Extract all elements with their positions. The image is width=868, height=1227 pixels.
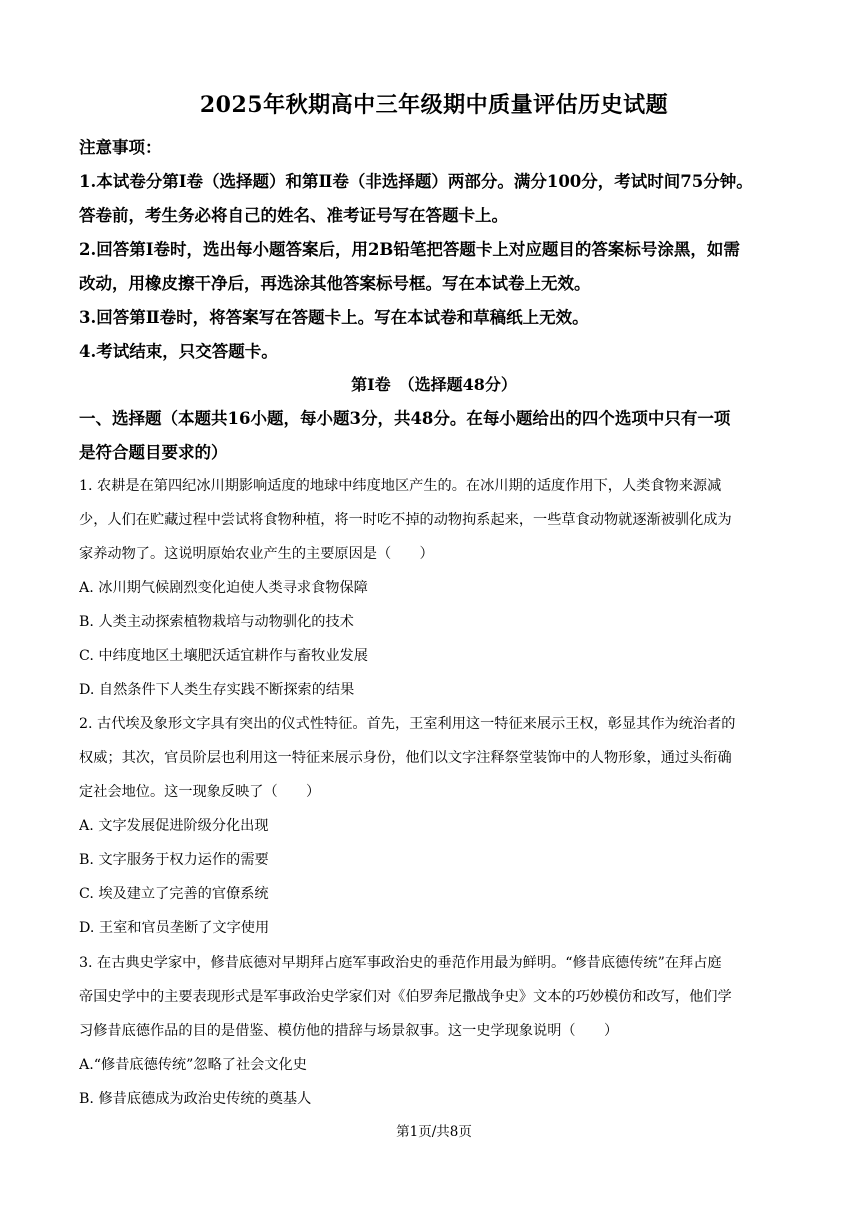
question-stem: 1. 农耕是在第四纪冰川期影响适度的地球中纬度地区产生的。在冰川期的适度作用下，人类食物来源减 xyxy=(79,478,722,494)
option-d: D. 王室和官员垄断了文字使用 xyxy=(79,920,270,936)
question-stem: 家养动物了。这说明原始农业产生的主要原因是（ ） xyxy=(79,546,434,562)
notice-line: 改动，用橡皮擦干净后，再选涂其他答案标号框。写在本试卷上无效。 xyxy=(79,274,591,293)
question-stem: 3. 在古典史学家中，修昔底德对早期拜占庭军事政治史的垂范作用最为鲜明。“修昔底德传统”在拜占庭 xyxy=(79,955,722,971)
section-title: 第Ⅰ卷 （选择题48分） xyxy=(351,375,517,394)
part-heading: 一、选择题（本题共16小题，每小题3分，共48分。在每小题给出的四个选项中只有一项 xyxy=(79,409,731,428)
notice-line: 4.考试结束，只交答题卡。 xyxy=(79,342,278,361)
question-stem: 习修昔底德作品的目的是借鉴、模仿他的措辞与场景叙事。这一史学现象说明（ ） xyxy=(79,1023,619,1039)
question-stem: 定社会地位。这一现象反映了（ ） xyxy=(79,784,321,800)
option-a: A.“修昔底德传统”忽略了社会文化史 xyxy=(79,1057,307,1073)
option-c: C. 埃及建立了完善的官僚系统 xyxy=(79,886,269,902)
option-b: B. 修昔底德成为政治史传统的奠基人 xyxy=(79,1091,312,1107)
notice-line: 2.回答第Ⅰ卷时，选出每小题答案后，用2B铅笔把答题卡上对应题目的答案标号涂黑，如需 xyxy=(79,240,740,259)
page-title: 2025年秋期高中三年级期中质量评估历史试题 xyxy=(199,92,669,118)
option-b: B. 文字服务于权力运作的需要 xyxy=(79,852,269,868)
question-stem: 帝国史学中的主要表现形式是军事政治史学家们对《伯罗奔尼撒战争史》文本的巧妙模仿和改写，他们学 xyxy=(79,989,732,1005)
option-a: A. 冰川期气候剧烈变化迫使人类寻求食物保障 xyxy=(79,580,368,596)
notice-heading: 注意事项： xyxy=(79,138,162,157)
question-stem: 少，人们在贮藏过程中尝试将食物种植，将一时吃不掉的动物拘系起来，一些草食动物就逐渐被驯化成为 xyxy=(79,512,732,528)
notice-line: 1.本试卷分第Ⅰ卷（选择题）和第Ⅱ卷（非选择题）两部分。满分100分，考试时间75分钟。 xyxy=(79,172,753,191)
part-heading: 是符合题目要求的） xyxy=(79,443,228,462)
option-a: A. 文字发展促进阶级分化出现 xyxy=(79,818,269,834)
page-footer: 第1页/共8页 xyxy=(396,1124,472,1140)
question-stem: 权威；其次，官员阶层也利用这一特征来展示身份，他们以文字注释祭堂装饰中的人物形象，通过头衔确 xyxy=(79,750,732,766)
option-c: C. 中纬度地区土壤肥沃适宜耕作与畜牧业发展 xyxy=(79,648,368,664)
option-b: B. 人类主动探索植物栽培与动物驯化的技术 xyxy=(79,614,354,630)
notice-line: 3.回答第Ⅱ卷时，将答案写在答题卡上。写在本试卷和草稿纸上无效。 xyxy=(79,308,589,327)
option-d: D. 自然条件下人类生存实践不断探索的结果 xyxy=(79,682,355,698)
question-stem: 2. 古代埃及象形文字具有突出的仪式性特征。首先，王室利用这一特征来展示王权，彰显其作为统治者的 xyxy=(79,716,736,732)
notice-line: 答卷前，考生务必将自己的姓名、准考证号写在答题卡上。 xyxy=(79,206,508,225)
